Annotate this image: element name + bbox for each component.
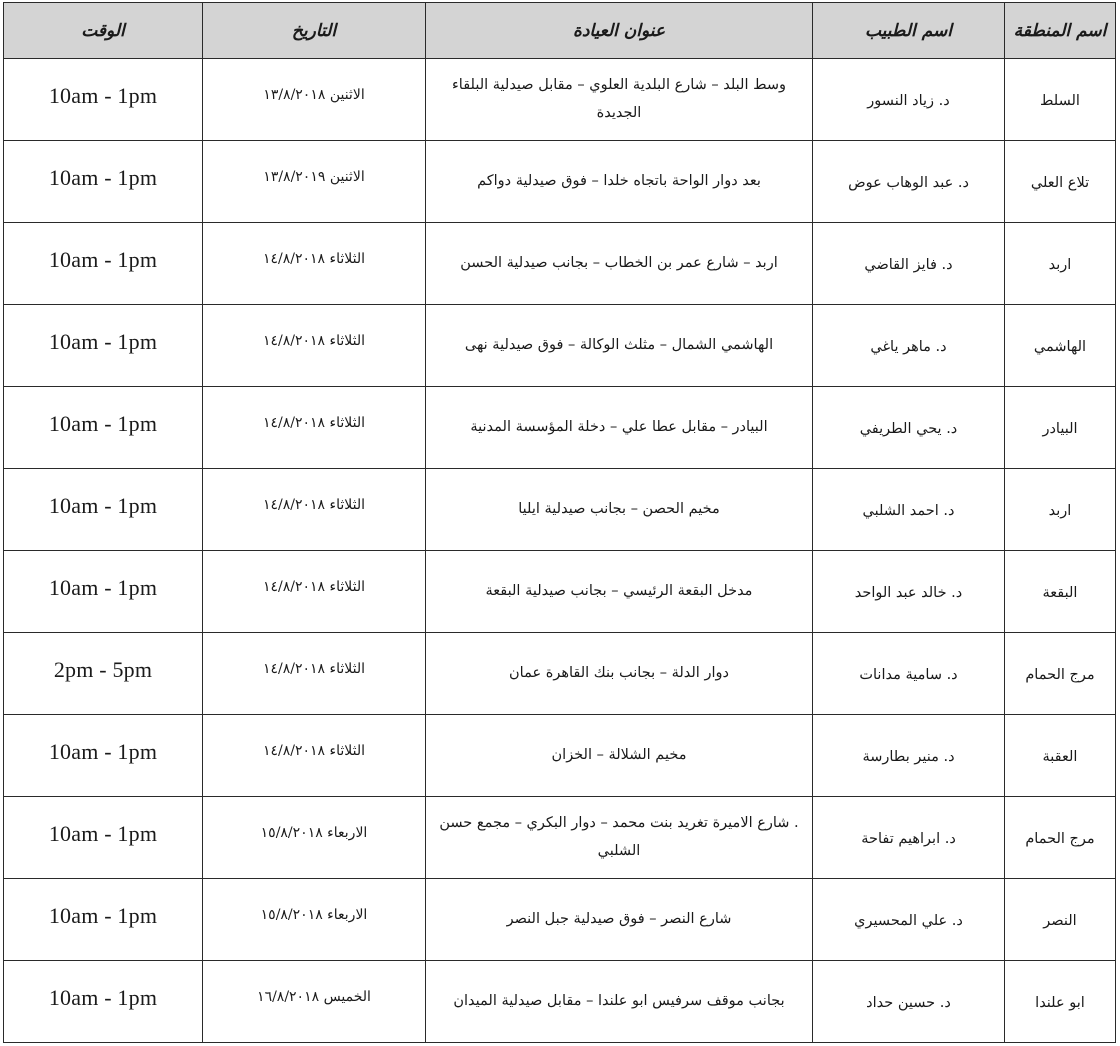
time-cell: 10am - 1pm: [4, 469, 203, 551]
table-row: [4, 305, 1116, 387]
date-cell: الاثنين ١٣/٨/٢٠١٨: [203, 59, 426, 141]
clinic-schedule-table: [3, 2, 1116, 1043]
table-row: [4, 551, 1116, 633]
time-cell: 10am - 1pm: [4, 551, 203, 633]
table-row: [4, 715, 1116, 797]
doctor-cell: د. فايز القاضي: [813, 223, 1005, 305]
address-cell: مدخل البقعة الرئيسي – بجانب صيدلية البقعة: [426, 551, 813, 633]
time-cell: 10am - 1pm: [4, 715, 203, 797]
table-row: [4, 961, 1116, 1043]
table-body: [4, 59, 1116, 1043]
region-cell: الهاشمي: [1005, 305, 1116, 387]
doctor-cell: د. سامية مدانات: [813, 633, 1005, 715]
region-cell: البقعة: [1005, 551, 1116, 633]
region-cell: مرج الحمام: [1005, 633, 1116, 715]
doctor-cell: د. خالد عبد الواحد: [813, 551, 1005, 633]
date-cell: الخميس ١٦/٨/٢٠١٨: [203, 961, 426, 1043]
time-cell: 10am - 1pm: [4, 879, 203, 961]
table-row: [4, 387, 1116, 469]
doctor-cell: د. يحي الطريفي: [813, 387, 1005, 469]
header-row: [4, 3, 1116, 59]
doctor-cell: د. احمد الشلبي: [813, 469, 1005, 551]
doctor-cell: د. علي المحسيري: [813, 879, 1005, 961]
address-cell: دوار الدلة – بجانب بنك القاهرة عمان: [426, 633, 813, 715]
region-cell: اربد: [1005, 469, 1116, 551]
region-cell: العقبة: [1005, 715, 1116, 797]
doctor-cell: د. عبد الوهاب عوض: [813, 141, 1005, 223]
date-cell: الثلاثاء ١٤/٨/٢٠١٨: [203, 223, 426, 305]
date-cell: الاثنين ١٣/٨/٢٠١٩: [203, 141, 426, 223]
date-cell: الاربعاء ١٥/٨/٢٠١٨: [203, 797, 426, 879]
address-cell: الهاشمي الشمال – مثلث الوكالة – فوق صيدلية نهى: [426, 305, 813, 387]
time-cell: 10am - 1pm: [4, 797, 203, 879]
region-cell: مرج الحمام: [1005, 797, 1116, 879]
address-cell: اربد – شارع عمر بن الخطاب – بجانب صيدلية الحسن: [426, 223, 813, 305]
table-header: [4, 3, 1116, 59]
time-cell: 10am - 1pm: [4, 305, 203, 387]
region-cell: اربد: [1005, 223, 1116, 305]
header-doctor: اسم الطبيب: [813, 3, 1005, 59]
header-date: التاريخ: [203, 3, 426, 59]
address-cell: مخيم الحصن – بجانب صيدلية ايليا: [426, 469, 813, 551]
table-row: [4, 223, 1116, 305]
doctor-cell: د. منير بطارسة: [813, 715, 1005, 797]
date-cell: الثلاثاء ١٤/٨/٢٠١٨: [203, 633, 426, 715]
doctor-cell: د. حسين حداد: [813, 961, 1005, 1043]
region-cell: ابو علندا: [1005, 961, 1116, 1043]
header-time: الوقت: [4, 3, 203, 59]
time-cell: 10am - 1pm: [4, 59, 203, 141]
header-region: اسم المنطقة: [1005, 3, 1116, 59]
date-cell: الثلاثاء ١٤/٨/٢٠١٨: [203, 387, 426, 469]
region-cell: البيادر: [1005, 387, 1116, 469]
table-row: [4, 879, 1116, 961]
region-cell: السلط: [1005, 59, 1116, 141]
time-cell: 10am - 1pm: [4, 387, 203, 469]
doctor-cell: د. ابراهيم تفاحة: [813, 797, 1005, 879]
region-cell: النصر: [1005, 879, 1116, 961]
table-row: [4, 59, 1116, 141]
address-cell: . شارع الاميرة تغريد بنت محمد – دوار البكري – مجمع حسن الشلبي: [426, 797, 813, 879]
time-cell: 10am - 1pm: [4, 141, 203, 223]
address-cell: وسط البلد – شارع البلدية العلوي – مقابل صيدلية البلقاء الجديدة: [426, 59, 813, 141]
doctor-cell: د. زياد النسور: [813, 59, 1005, 141]
date-cell: الثلاثاء ١٤/٨/٢٠١٨: [203, 469, 426, 551]
date-cell: الثلاثاء ١٤/٨/٢٠١٨: [203, 305, 426, 387]
address-cell: بجانب موقف سرفيس ابو علندا – مقابل صيدلية الميدان: [426, 961, 813, 1043]
address-cell: البيادر – مقابل عطا علي – دخلة المؤسسة المدنية: [426, 387, 813, 469]
date-cell: الاربعاء ١٥/٨/٢٠١٨: [203, 879, 426, 961]
table-row: [4, 633, 1116, 715]
header-address: عنوان العيادة: [426, 3, 813, 59]
address-cell: مخيم الشلالة – الخزان: [426, 715, 813, 797]
table-row: [4, 469, 1116, 551]
time-cell: 2pm - 5pm: [4, 633, 203, 715]
region-cell: تلاع العلي: [1005, 141, 1116, 223]
doctor-cell: د. ماهر ياغي: [813, 305, 1005, 387]
date-cell: الثلاثاء ١٤/٨/٢٠١٨: [203, 715, 426, 797]
table-row: [4, 141, 1116, 223]
time-cell: 10am - 1pm: [4, 961, 203, 1043]
time-cell: 10am - 1pm: [4, 223, 203, 305]
date-cell: الثلاثاء ١٤/٨/٢٠١٨: [203, 551, 426, 633]
table-row: [4, 797, 1116, 879]
address-cell: بعد دوار الواحة باتجاه خلدا – فوق صيدلية دواكم: [426, 141, 813, 223]
address-cell: شارع النصر – فوق صيدلية جبل النصر: [426, 879, 813, 961]
